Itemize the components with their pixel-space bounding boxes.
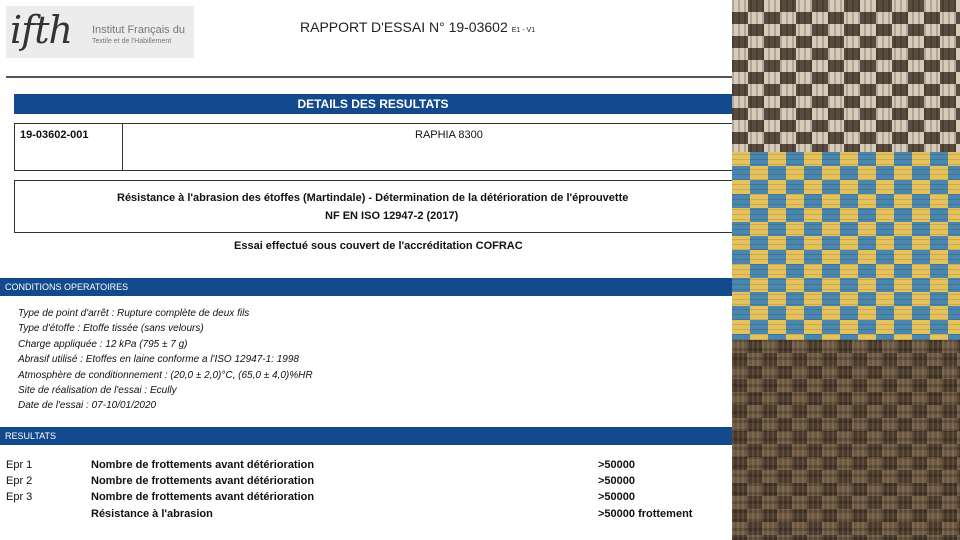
sample-divider [122, 124, 123, 170]
condition-line: Type de point d'arrêt : Rupture complète de deux fils [18, 308, 250, 319]
logo-line-2: Textile et de l'Habillement [92, 38, 172, 45]
condition-line: Atmosphère de conditionnement : (20,0 ± 2,0)°C, (65,0 ± 4,0)%HR [18, 369, 313, 381]
report-title: RAPPORT D'ESSAI N° 19-03602 E1 - V1 [300, 19, 536, 35]
conditions-list [18, 306, 313, 414]
result-description: Nombre de frottements avant détérioration [91, 475, 315, 487]
sample-box [14, 123, 732, 171]
accreditation-note: Essai effectué sous couvert de l'accréditation COFRAC [234, 240, 523, 252]
logo-line-1: Institut Français du [92, 24, 185, 36]
fabric-swatch-dark-brown [732, 340, 960, 540]
result-value: >50000 [598, 491, 636, 503]
result-label: Epr 1 [6, 459, 33, 471]
logo-mark: ifth [10, 8, 72, 52]
conditions-heading-bar: CONDITIONS OPERATOIRES [0, 278, 732, 296]
test-standard: NF EN ISO 12947-2 (2017) [325, 210, 459, 222]
result-value: >50000 [598, 459, 636, 471]
condition-line: Type d'étoffe : Etoffe tissée (sans velours) [18, 323, 204, 335]
test-title: Résistance à l'abrasion des étoffes (Martindale) - Détermination de la détérioration de l'éprouvette [117, 192, 629, 204]
report-version: E1 - V1 [511, 27, 536, 34]
sample-name: RAPHIA 8300 [415, 129, 483, 141]
ifth-logo [6, 6, 194, 58]
condition-line: Date de l'essai : 07-10/01/2020 [18, 400, 157, 412]
result-label: Epr 2 [6, 475, 33, 487]
fabric-swatch-blue-yellow [732, 152, 960, 340]
result-description: Nombre de frottements avant détérioration [91, 459, 315, 471]
header-divider [6, 76, 732, 78]
fabric-swatch-brown-checker [732, 0, 960, 152]
fabric-photos [732, 0, 960, 540]
result-label: Epr 3 [6, 491, 33, 503]
results-heading-bar: RESULTATS [0, 427, 732, 445]
details-heading-bar: DETAILS DES RESULTATS [14, 94, 732, 114]
result-value: >50000 frottement [598, 508, 693, 520]
result-description: Nombre de frottements avant détérioration [91, 491, 315, 503]
result-value: >50000 [598, 475, 636, 487]
condition-line: Abrasif utilisé : Etoffes en laine conforme a l'ISO 12947-1: 1998 [18, 354, 299, 366]
sample-id: 19-03602-001 [20, 129, 89, 141]
test-description-box [14, 180, 732, 233]
condition-line: Charge appliquée : 12 kPa (795 ± 7 g) [18, 338, 188, 350]
result-description: Résistance à l'abrasion [91, 508, 213, 520]
condition-line: Site de réalisation de l'essai : Ecully [18, 385, 177, 397]
